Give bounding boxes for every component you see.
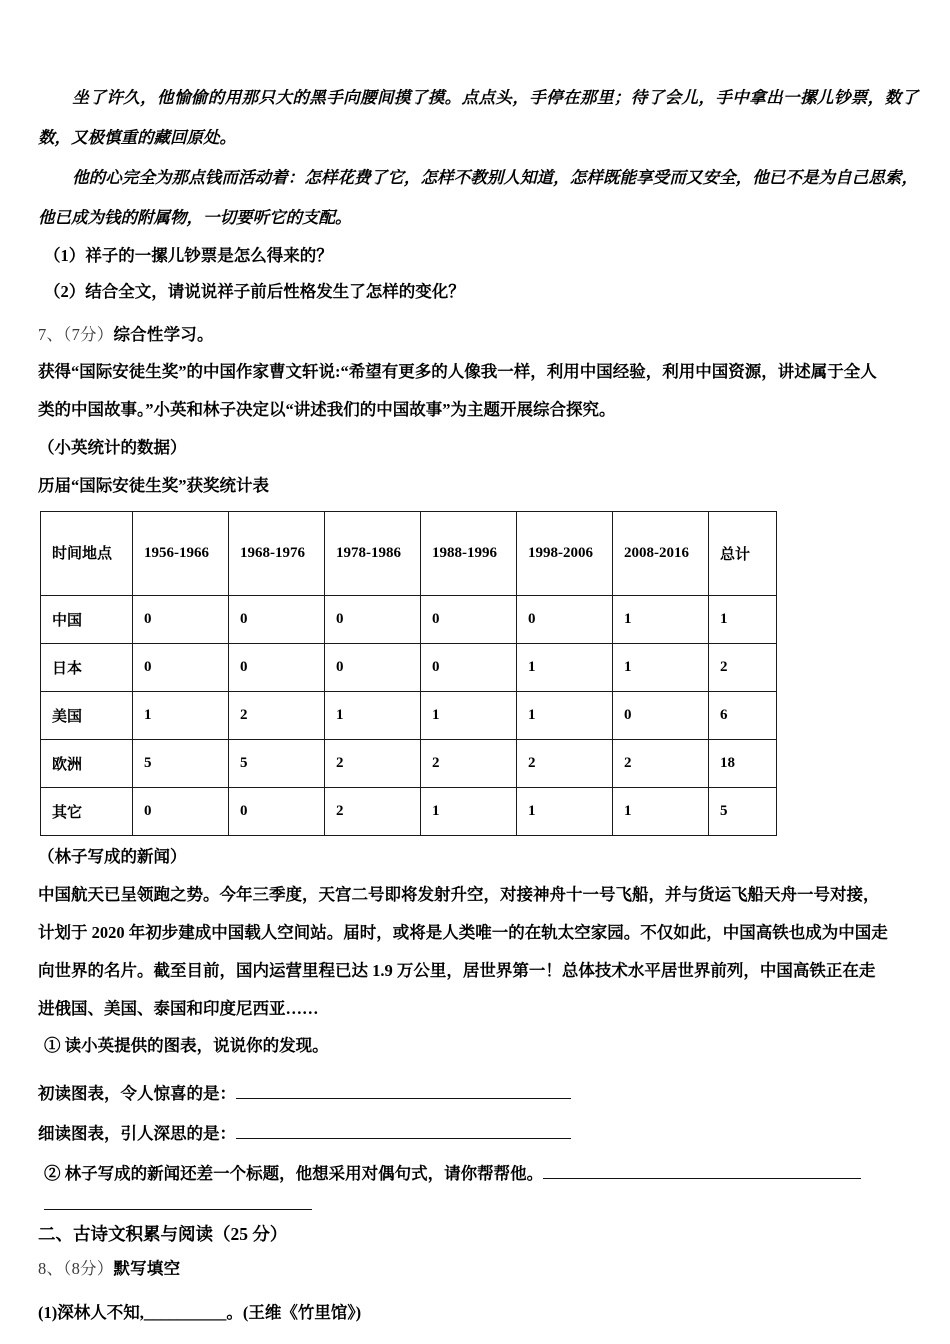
subquestion-2-prompt-row [38,1154,918,1194]
section-2-heading: 二、古诗文积累与阅读（25 分） [38,1224,288,1244]
news-line-4: 进俄国、美国、泰国和印度尼西亚…… [38,999,319,1018]
poem-fill-1-blank[interactable]: __________ [143,1303,227,1322]
table-cell: 1 [517,644,613,692]
item8-number: 8、 [38,1259,64,1278]
item7-data-label: （小英统计的数据） [38,438,187,457]
poem-fill-1-before: (1)深林人不知, [38,1303,144,1322]
table-cell-total: 6 [709,692,777,740]
page-content [38,78,918,1333]
table-cell: 2 [325,740,421,788]
table-row-label: 日本 [41,644,133,692]
subquestion-2-blank[interactable] [543,1164,861,1179]
table-cell: 0 [421,644,517,692]
table-col-header-3: 1988-1996 [421,512,517,596]
table-cell: 2 [421,740,517,788]
table-row [41,596,777,644]
news-line-2: 计划于 2020 年初步建成中国载人空间站。届时，或将是人类唯一的在轨太空家园。不仅如此，中国高铁也成为中国走 [38,923,888,942]
table-cell: 0 [229,596,325,644]
news-line-1: 中国航天已呈领跑之势。今年三季度，天宫二号即将发射升空，对接神舟十一号飞船，并与货运飞船天舟一号对接， [38,885,880,904]
table-cell: 0 [133,596,229,644]
table-cell: 0 [517,596,613,644]
item7-intro-line-2: 类的中国故事。”小英和林子决定以“讲述我们的中国故事”为主题开展综合探究。 [38,400,616,419]
table-col-header-4: 1998-2006 [517,512,613,596]
table-cell: 0 [613,692,709,740]
fill-line-1 [38,1074,918,1114]
passage-paragraph-2 [38,158,918,238]
table-cell: 0 [133,788,229,836]
table-body [41,596,777,836]
table-cell: 0 [325,596,421,644]
table-col-header-2: 1978-1986 [325,512,421,596]
passage-paragraph-2-text: 他的心完全为那点钱而活动着：怎样花费了它，怎样不教别人知道，怎样既能享受而又安全，他已不是为自己思索，他已成为钱的附属物，一切要听它的支配。 [38,168,918,227]
award-statistics-table [40,511,777,836]
item8-title: 默写填空 [113,1259,181,1278]
item8-heading [38,1250,918,1287]
table-cell: 1 [613,596,709,644]
fill-line-2-label: 细读图表，引人深思的是： [38,1124,236,1143]
item7-intro-line-1: 获得“国际安徒生奖”的中国作家曹文轩说:“希望有更多的人像我一样，利用中国经验，利用中国资源，讲述属于全人 [38,362,877,381]
table-row-label: 其它 [41,788,133,836]
item7-score: （7分） [63,325,114,344]
answer-continuation-rule[interactable] [44,1208,312,1210]
table-cell: 0 [325,644,421,692]
table-col-header-1: 1968-1976 [229,512,325,596]
subquestion-1-prompt: ① 读小英提供的图表，说说你的发现。 [44,1036,329,1055]
table-cell: 0 [421,596,517,644]
item7-table-caption: 历届“国际安徒生奖”获奖统计表 [38,476,269,495]
table-cell-total: 18 [709,740,777,788]
item7-number: 7、 [38,325,64,344]
table-row-label: 美国 [41,692,133,740]
table-row-label: 中国 [41,596,133,644]
table-cell: 2 [325,788,421,836]
table-cell: 2 [613,740,709,788]
fill-line-1-label: 初读图表，令人惊喜的是： [38,1084,236,1103]
table-cell: 1 [421,692,517,740]
table-col-header-0: 1956-1966 [133,512,229,596]
table-cell-total: 1 [709,596,777,644]
table-cell-total: 2 [709,644,777,692]
table-row-label: 欧洲 [41,740,133,788]
table-row [41,788,777,836]
table-corner-label: 时间地点 [41,512,133,596]
poem-fill-1-after: 。(王维《竹里馆》) [226,1303,362,1322]
table-cell: 0 [133,644,229,692]
passage-paragraph-1-text: 坐了许久，他愉偷的用那只大的黑手向腰间摸了摸。点点头，手停在那里；待了会儿，手中拿出一摞儿钞票，数了数，又极慎重的藏回原处。 [38,88,918,147]
table-col-header-5: 2008-2016 [613,512,709,596]
item8-score: （8分） [63,1259,114,1278]
subquestion-2-prompt: ② 林子写成的新闻还差一个标题，他想采用对偶句式，请你帮帮他。 [44,1164,544,1183]
table-row [41,692,777,740]
passage-question-2: （2）结合全文，请说说祥子前后性格发生了怎样的变化？ [44,282,465,301]
table-cell: 1 [613,644,709,692]
table-row [41,740,777,788]
passage-question-1: （1）祥子的一摞儿钞票是怎么得来的？ [44,246,333,265]
table-cell: 1 [325,692,421,740]
table-cell: 1 [613,788,709,836]
fill-line-2-blank[interactable] [236,1124,571,1139]
news-line-3: 向世界的名片。截至目前，国内运营里程已达 1.9 万公里，居世界第一！总体技术水平居世界前列，中国高铁正在走 [38,961,876,980]
table-cell: 5 [133,740,229,788]
news-label: （林子写成的新闻） [38,847,187,866]
table-header-row [41,512,777,596]
table-cell-total: 5 [709,788,777,836]
table-cell: 5 [229,740,325,788]
table-cell: 2 [229,692,325,740]
table-cell: 1 [133,692,229,740]
spacer [38,1064,918,1074]
fill-line-1-blank[interactable] [236,1084,571,1099]
item7-heading [38,316,918,353]
table-cell: 1 [421,788,517,836]
table-col-header-6: 总计 [709,512,777,596]
table-cell: 2 [517,740,613,788]
table-header [41,512,777,596]
table-cell: 1 [517,788,613,836]
item7-title: 综合性学习。 [113,325,214,344]
poem-fill-1 [38,1293,918,1333]
table-cell: 0 [229,788,325,836]
table-row [41,644,777,692]
fill-line-2 [38,1114,918,1154]
table-cell: 0 [229,644,325,692]
table-cell: 1 [517,692,613,740]
passage-paragraph-1 [38,78,918,158]
